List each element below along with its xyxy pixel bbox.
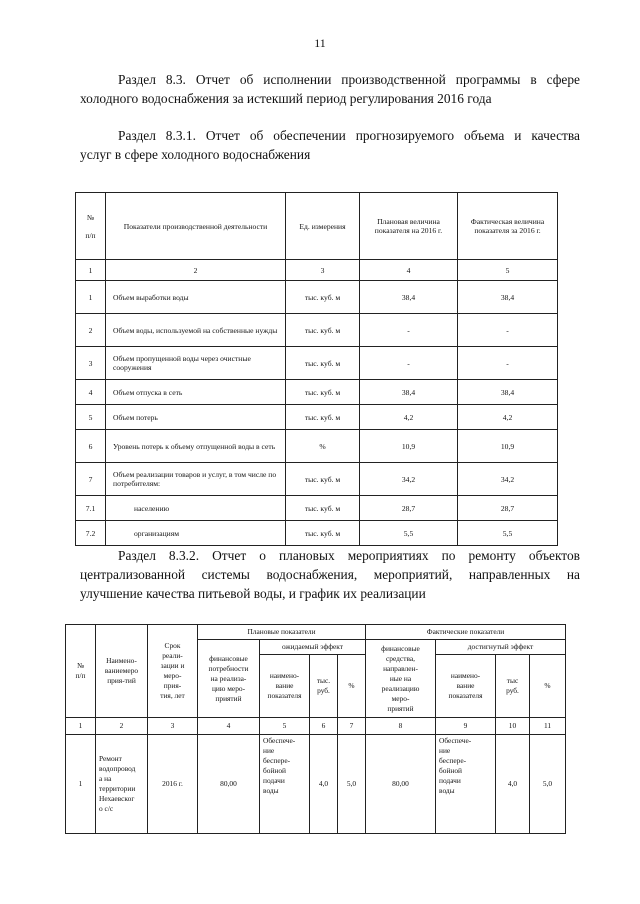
section-8-3-2-heading — [80, 546, 580, 603]
row-indicator: Объем воды, используемой на собственные нужды — [106, 314, 286, 347]
table1-col-number-row — [76, 260, 558, 281]
section-8-3-2-line3: улучшение качества питьевой воды, и график их реализации — [80, 586, 426, 601]
row-unit: тыс. куб. м — [286, 380, 360, 405]
row-number: 2 — [76, 314, 106, 347]
table2-header-fact-eff-name: наимено- вание показателя — [436, 655, 496, 718]
row-number: 7 — [76, 463, 106, 496]
section-8-3-2-line2: централизованной системы водоснабжения, мероприятий, направленных на — [80, 567, 580, 582]
table2-col-number: 2 — [96, 718, 148, 735]
table2-header-plan-group: Плановые показатели — [198, 625, 366, 640]
section-8-3-1-line1: Раздел 8.3.1. Отчет об обеспечении прогнозируемого объема и качества — [118, 128, 580, 143]
row-fact-value: 28,7 — [458, 496, 558, 521]
section-8-3-line2: холодного водоснабжения за истекший период регулирования 2016 года — [80, 91, 492, 106]
table2-header-plan-eff-rub: тыс. руб. — [310, 655, 338, 718]
row-plan-value: 38,4 — [360, 380, 458, 405]
table1-header-plan: Плановая величина показателя на 2016 г. — [360, 193, 458, 260]
section-8-3-heading — [80, 70, 580, 108]
row-fact-value: 34,2 — [458, 463, 558, 496]
table2-col-number: 10 — [496, 718, 530, 735]
table2-header-fact-eff-rub: тыс руб. — [496, 655, 530, 718]
row-unit: тыс. куб. м — [286, 521, 360, 546]
row-fact-value: 10,9 — [458, 430, 558, 463]
table-row — [76, 380, 558, 405]
row-term: 2016 г. — [148, 735, 198, 834]
section-8-3-1-line2: услуг в сфере холодного водоснабжения — [80, 147, 311, 162]
row-plan-eff-rub: 4,0 — [310, 735, 338, 834]
table1-col-number: 2 — [106, 260, 286, 281]
row-unit: тыс. куб. м — [286, 405, 360, 430]
table-row — [76, 463, 558, 496]
table2-col-number: 6 — [310, 718, 338, 735]
row-fact-value: - — [458, 347, 558, 380]
table1-col-number: 1 — [76, 260, 106, 281]
row-unit: тыс. куб. м — [286, 281, 360, 314]
section-8-3-line1: Раздел 8.3. Отчет об исполнении производственной программы в сфере — [118, 72, 580, 87]
row-number: 6 — [76, 430, 106, 463]
row-fact-value: 5,5 — [458, 521, 558, 546]
row-fact-eff-rub: 4,0 — [496, 735, 530, 834]
page-number: 11 — [314, 36, 326, 50]
row-unit: тыс. куб. м — [286, 314, 360, 347]
table-row — [76, 521, 558, 546]
table2-col-number: 11 — [530, 718, 566, 735]
table2-header-row-1 — [66, 625, 566, 640]
table-row — [76, 281, 558, 314]
row-measure-name: Ремонт водопровод а на территории Нехаевског о с/с — [96, 735, 148, 834]
table2-col-number: 3 — [148, 718, 198, 735]
table2-col-number: 8 — [366, 718, 436, 735]
table2-header-plan-effect: ожидаемый эффект — [260, 640, 366, 655]
table2-header-fact-group: Фактические показатели — [366, 625, 566, 640]
row-number: 1 — [66, 735, 96, 834]
row-plan-value: 5,5 — [360, 521, 458, 546]
table2-header-plan-fin: финансовые потребности на реализа- цию меро- приятий — [198, 640, 260, 718]
row-indicator: Объем потерь — [106, 405, 286, 430]
row-plan-value: 28,7 — [360, 496, 458, 521]
table2-header-name: Наимено- ваниемеро прия-тий — [96, 625, 148, 718]
row-fact-value: 4,2 — [458, 405, 558, 430]
table2-col-number: 4 — [198, 718, 260, 735]
row-plan-fin: 80,00 — [198, 735, 260, 834]
row-plan-eff-name: Обеспече- ние беспере- бойной подачи воды — [260, 735, 310, 834]
row-indicator: Уровень потерь к объему отпущенной воды в сеть — [106, 430, 286, 463]
table-row — [76, 430, 558, 463]
table2-col-number: 7 — [338, 718, 366, 735]
table2-header-num: № п/п — [66, 625, 96, 718]
section-8-3-1-heading — [80, 126, 580, 164]
row-indicator: Объем выработки воды — [106, 281, 286, 314]
table-row — [76, 496, 558, 521]
table-row — [76, 347, 558, 380]
row-fact-value: 38,4 — [458, 380, 558, 405]
row-unit: тыс. куб. м — [286, 496, 360, 521]
row-number: 7.2 — [76, 521, 106, 546]
table2-header-fact-eff-pct: % — [530, 655, 566, 718]
row-fact-value: - — [458, 314, 558, 347]
table-row — [76, 314, 558, 347]
row-plan-value: 34,2 — [360, 463, 458, 496]
row-unit: % — [286, 430, 360, 463]
table2-header-fact-effect: достигнутый эффект — [436, 640, 566, 655]
row-indicator: организациям — [106, 521, 286, 546]
table2-col-number: 1 — [66, 718, 96, 735]
table2-header-plan-eff-pct: % — [338, 655, 366, 718]
row-number: 5 — [76, 405, 106, 430]
row-indicator: населению — [106, 496, 286, 521]
row-number: 3 — [76, 347, 106, 380]
row-number: 7.1 — [76, 496, 106, 521]
volume-quality-table — [75, 192, 558, 546]
table1-header-indicator: Показатели производственной деятельности — [106, 193, 286, 260]
row-fact-eff-name: Обеспече- ние беспере- бойной подачи воды — [436, 735, 496, 834]
row-indicator: Объем отпуска в сеть — [106, 380, 286, 405]
table2-header-term: Срок реали- зации и меро- прия- тия, лет — [148, 625, 198, 718]
table1-col-number: 5 — [458, 260, 558, 281]
table1-header-row — [76, 193, 558, 260]
table1-header-fact: Фактическая величина показателя за 2016 г. — [458, 193, 558, 260]
row-fact-value: 38,4 — [458, 281, 558, 314]
table2-header-fact-fin: финансовые средства, направлен- ные на реализацию меро- приятий — [366, 640, 436, 718]
row-plan-eff-pct: 5,0 — [338, 735, 366, 834]
row-plan-value: - — [360, 347, 458, 380]
row-plan-value: - — [360, 314, 458, 347]
table-row — [76, 405, 558, 430]
row-fact-fin: 80,00 — [366, 735, 436, 834]
section-8-3-2-line1: Раздел 8.3.2. Отчет о плановых мероприятиях по ремонту объектов — [118, 548, 580, 563]
row-indicator: Объем пропущенной воды через очистные сооружения — [106, 347, 286, 380]
row-unit: тыс. куб. м — [286, 347, 360, 380]
table1-col-number: 4 — [360, 260, 458, 281]
row-plan-value: 4,2 — [360, 405, 458, 430]
row-fact-eff-pct: 5,0 — [530, 735, 566, 834]
table2-header-plan-eff-name: наимено- вание показателя — [260, 655, 310, 718]
row-unit: тыс. куб. м — [286, 463, 360, 496]
row-number: 4 — [76, 380, 106, 405]
table1-header-num: № п/п — [76, 193, 106, 260]
table1-col-number: 3 — [286, 260, 360, 281]
table2-col-number-row — [66, 718, 566, 735]
table2-col-number: 9 — [436, 718, 496, 735]
row-plan-value: 38,4 — [360, 281, 458, 314]
table-row — [66, 735, 566, 834]
row-plan-value: 10,9 — [360, 430, 458, 463]
repair-measures-table — [65, 624, 566, 834]
table1-header-unit: Ед. измерения — [286, 193, 360, 260]
table2-col-number: 5 — [260, 718, 310, 735]
row-indicator: Объем реализации товаров и услуг, в том числе по потребителям: — [106, 463, 286, 496]
row-number: 1 — [76, 281, 106, 314]
